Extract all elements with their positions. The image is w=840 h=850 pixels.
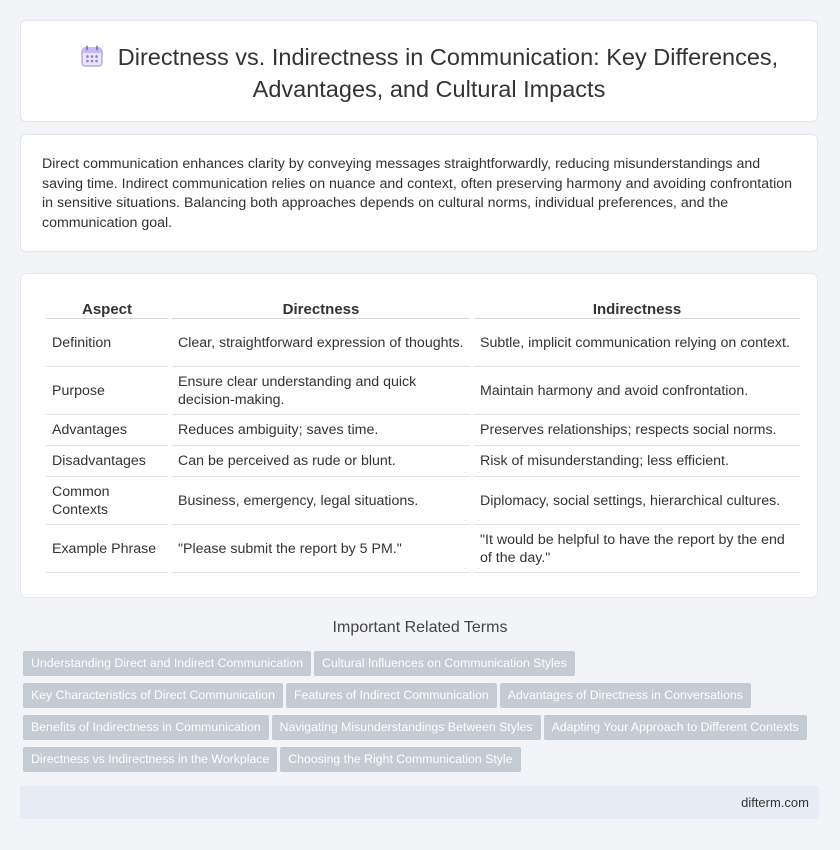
related-term-tag[interactable]: Adapting Your Approach to Different Contexts <box>544 715 807 740</box>
cell-aspect: Advantages <box>46 415 168 446</box>
related-term-tag[interactable]: Navigating Misunderstandings Between Styles <box>272 715 541 740</box>
intro-card <box>20 134 818 252</box>
related-term-tag[interactable]: Advantages of Directness in Conversations <box>500 683 751 708</box>
cell-indirectness: Preserves relationships; respects social norms. <box>474 415 800 446</box>
cell-aspect: Common Contexts <box>46 477 168 525</box>
related-term-tag[interactable]: Cultural Influences on Communication Styles <box>314 651 575 676</box>
comparison-table-card <box>20 273 818 598</box>
related-terms-list <box>23 651 823 779</box>
related-term-tag[interactable]: Features of Indirect Communication <box>286 683 497 708</box>
table-row <box>46 415 800 446</box>
related-term-tag[interactable]: Choosing the Right Communication Style <box>280 747 520 772</box>
related-term-tag[interactable]: Understanding Direct and Indirect Communication <box>23 651 311 676</box>
footer-site-link[interactable]: difterm.com <box>741 795 809 810</box>
calendar-icon <box>80 44 104 75</box>
cell-aspect: Example Phrase <box>46 525 168 573</box>
intro-text: Direct communication enhances clarity by conveying messages straightforwardly, reducing misunderstandings and saving time. Indirect communication relies on nuance and context, often preserving harmony and avoiding confrontation in sensitive situations. Balancing both approaches depends on cultural norms, individual preferences, and the communication goal. <box>42 156 793 232</box>
cell-aspect: Purpose <box>46 367 168 415</box>
cell-aspect: Definition <box>46 319 168 367</box>
related-term-tag[interactable]: Benefits of Indirectness in Communication <box>23 715 269 740</box>
table-row <box>46 477 800 525</box>
related-term-tag[interactable]: Key Characteristics of Direct Communication <box>23 683 283 708</box>
title-line-2: Advantages, and Cultural Impacts <box>252 76 606 102</box>
cell-indirectness: Risk of misunderstanding; less efficient. <box>474 446 800 477</box>
cell-directness: Business, emergency, legal situations. <box>172 477 470 525</box>
cell-directness: Reduces ambiguity; saves time. <box>172 415 470 446</box>
related-term-tag[interactable]: Directness vs Indirectness in the Workplace <box>23 747 277 772</box>
header-indirectness: Indirectness <box>474 297 800 319</box>
header-card <box>20 20 818 122</box>
footer <box>20 786 819 819</box>
cell-directness: Can be perceived as rude or blunt. <box>172 446 470 477</box>
cell-indirectness: Diplomacy, social settings, hierarchical cultures. <box>474 477 800 525</box>
cell-directness: Clear, straightforward expression of thoughts. <box>172 319 470 367</box>
header-aspect: Aspect <box>46 297 168 319</box>
related-terms-title: Important Related Terms <box>332 619 508 636</box>
header-directness: Directness <box>172 297 470 319</box>
table-row <box>46 319 800 367</box>
table-row <box>46 525 800 573</box>
cell-directness: Ensure clear understanding and quick decision-making. <box>172 367 470 415</box>
table-row <box>46 367 800 415</box>
table-row <box>46 446 800 477</box>
cell-aspect: Disadvantages <box>46 446 168 477</box>
cell-indirectness: Subtle, implicit communication relying on context. <box>474 319 800 367</box>
table-header-row <box>46 297 800 319</box>
title-line-1: Directness vs. Indirectness in Communication: Key Differences, <box>117 44 779 70</box>
cell-indirectness: "It would be helpful to have the report by the end of the day." <box>474 525 800 573</box>
cell-indirectness: Maintain harmony and avoid confrontation. <box>474 367 800 415</box>
cell-directness: "Please submit the report by 5 PM." <box>172 525 470 573</box>
comparison-table <box>42 297 804 573</box>
page-title <box>61 43 797 104</box>
